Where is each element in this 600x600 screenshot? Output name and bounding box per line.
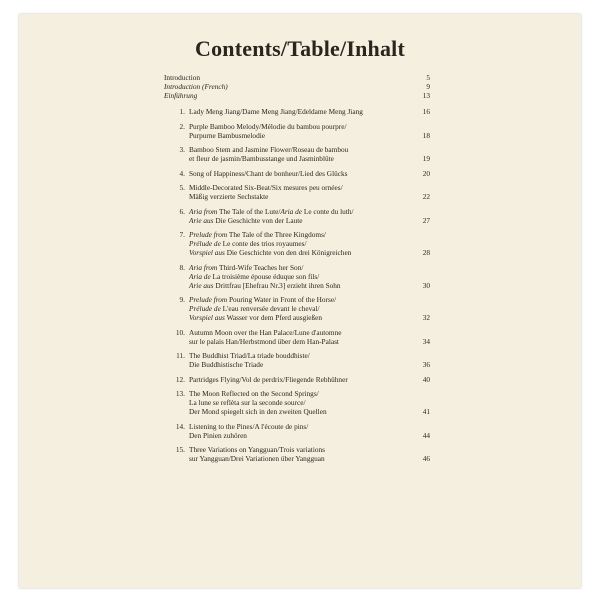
toc-entry (164, 263, 430, 290)
entry-line (189, 281, 412, 290)
entry-line (189, 337, 412, 346)
entry-line (189, 183, 412, 192)
title-text: Three Variations on Yangguan/Trois variations (189, 445, 325, 454)
toc-entry (164, 295, 430, 322)
entry-line (189, 351, 412, 360)
entry-title (189, 145, 430, 163)
intro-label: Introduction (164, 73, 201, 82)
entry-list (164, 107, 430, 463)
page-number: 40 (422, 374, 430, 384)
entry-line (189, 313, 412, 322)
toc-entry (164, 230, 430, 257)
entry-title (189, 328, 430, 346)
entry-line (189, 407, 412, 416)
entry-line (189, 169, 412, 178)
entry-title (189, 183, 430, 201)
source-label: Vorspiel aus (189, 313, 225, 322)
toc-entry (164, 207, 430, 225)
entry-number: 8. (179, 262, 185, 272)
entry-line (189, 192, 412, 201)
title-text: La lune se reflèta sur la seconde source/ (189, 398, 306, 407)
entry-line (189, 145, 412, 154)
entry-title (189, 445, 430, 463)
toc-entry (164, 328, 430, 346)
entry-line (189, 263, 412, 272)
toc-entry (164, 169, 430, 178)
title-text: Der Mond spiegelt sich in den zweiten Quellen (189, 407, 327, 416)
page-title: Contents/Table/Inhalt (195, 36, 405, 61)
title-text: sur le palais Han/Herbstmond über dem Han-Palast (189, 336, 339, 346)
entry-line (189, 272, 412, 281)
entry-number: 6. (179, 206, 185, 216)
title-text: Die Geschichte von den drei Königreichen (224, 248, 352, 257)
page-number: 34 (422, 336, 430, 346)
table-of-contents (164, 73, 430, 469)
title-text: Den Pinien zuhören (189, 430, 247, 440)
entry-line (189, 207, 412, 216)
page-number: 19 (422, 154, 430, 163)
toc-entry (164, 351, 430, 369)
title-text: The Buddhist Triad/La triade bouddhiste/ (189, 351, 310, 360)
entry-number: 2. (179, 121, 185, 131)
source-label: Aria de (280, 206, 303, 216)
source-label: Aria from (189, 206, 218, 216)
entry-line (189, 389, 412, 398)
page-number: 16 (422, 107, 430, 116)
title-text: The Tale of the Three Kingdoms/ (227, 230, 326, 239)
entry-title (189, 169, 430, 178)
entry-line (189, 154, 412, 163)
entry-number: 7. (179, 230, 185, 239)
title-text: Le conte des trios royaumes/ (220, 239, 307, 248)
entry-title (189, 375, 430, 384)
source-label: Vorspiel aus (189, 248, 225, 257)
toc-entry (164, 183, 430, 201)
title-text: Wasser vor dem Pferd ausgießen (224, 313, 323, 322)
entry-line (189, 131, 412, 140)
toc-entry (164, 389, 430, 416)
toc-entry (164, 375, 430, 384)
entry-line (189, 107, 412, 116)
toc-entry (164, 107, 430, 116)
source-label: Prelude from (189, 295, 228, 304)
source-label: Aria de (189, 271, 211, 281)
entry-line (189, 122, 412, 131)
title-text: Pouring Water in Front of the Horse/ (227, 295, 337, 304)
title-text: Lady Meng Jiang/Dame Meng Jiang/Edeldame Meng Jiang (189, 107, 363, 116)
intro-row (164, 73, 430, 82)
entry-number: 1. (179, 107, 185, 116)
entry-title (189, 389, 430, 416)
source-label: Arie aus (189, 215, 214, 225)
entry-number: 15. (175, 445, 185, 454)
title-text: Partridges Flying/Vol de perdrix/Fliegende Rebhühner (189, 374, 348, 384)
entry-title (189, 263, 430, 290)
title-text: Die Geschichte von der Laute (213, 215, 303, 225)
entry-title (189, 422, 430, 440)
page-number: 27 (422, 215, 430, 225)
entry-number: 5. (179, 183, 185, 192)
source-label: Arie aus (189, 280, 214, 290)
entry-number: 14. (175, 421, 185, 431)
source-label: Aria from (189, 262, 218, 272)
source-label: Prélude de (189, 239, 221, 248)
toc-entry (164, 422, 430, 440)
title-text: Mäßig verzierte Sechstakte (189, 192, 269, 201)
title-text: La troisième épouse éduque son fils/ (210, 271, 320, 281)
entry-line (189, 295, 412, 304)
entry-number: 11. (176, 351, 185, 360)
toc-entry (164, 445, 430, 463)
entry-line (189, 230, 412, 239)
entry-line (189, 328, 412, 337)
entry-line (189, 454, 412, 463)
entry-title (189, 230, 430, 257)
entry-number: 4. (179, 168, 185, 178)
entry-number: 10. (175, 327, 185, 337)
intro-row (164, 82, 430, 91)
entry-number: 9. (179, 295, 185, 304)
page-number: 36 (422, 360, 430, 369)
entry-number: 3. (179, 145, 185, 154)
entry-title (189, 207, 430, 225)
entry-line (189, 431, 412, 440)
page-number: 9 (426, 82, 430, 91)
title-text: Purpurne Bambusmelodie (189, 130, 265, 140)
page-number: 18 (422, 130, 430, 140)
entry-line (189, 360, 412, 369)
entry-line (189, 422, 412, 431)
toc-entry (164, 122, 430, 140)
entry-number: 12. (175, 374, 185, 384)
page-number: 5 (426, 73, 430, 82)
title-text: Drittfrau [Ehefrau Nr.3] erzieht ihren Sohn (213, 280, 341, 290)
title-text: Third-Wife Teaches her Son/ (217, 262, 304, 272)
page-number: 20 (422, 168, 430, 178)
page-number: 22 (422, 192, 430, 201)
page-number: 41 (422, 407, 430, 416)
page-number: 46 (422, 454, 430, 463)
intro-label: Introduction (French) (164, 82, 228, 91)
title-text: The Moon Reflected on the Second Springs/ (189, 389, 319, 398)
title-text: Purple Bamboo Melody/Mélodie du bambou pourpre/ (189, 121, 347, 131)
title-text: The Tale of the Lute/ (217, 206, 281, 216)
entry-line (189, 239, 412, 248)
book-page (19, 14, 581, 588)
entry-line (189, 398, 412, 407)
title-text: Die Buddhistische Triade (189, 360, 264, 369)
entry-line (189, 375, 412, 384)
source-label: Prélude de (189, 304, 221, 313)
source-label: Prelude from (189, 230, 228, 239)
entry-title (189, 122, 430, 140)
entry-number: 13. (175, 389, 185, 398)
page-number: 32 (422, 313, 430, 322)
page-number: 28 (422, 248, 430, 257)
intro-label: Einführung (164, 91, 198, 100)
page-number: 13 (422, 91, 430, 100)
entry-line (189, 304, 412, 313)
intro-row (164, 91, 430, 100)
intro-list (164, 73, 430, 100)
entry-line (189, 216, 412, 225)
title-text: Listening to the Pines/A l'écoute de pins/ (189, 421, 309, 431)
title-text: Autumn Moon over the Han Palace/Lune d'automne (189, 327, 342, 337)
title-text: Bamboo Stem and Jasmine Flower/Roseau de bambou (189, 145, 349, 154)
entry-line (189, 248, 412, 257)
entry-title (189, 107, 430, 116)
entry-title (189, 295, 430, 322)
title-text: et fleur de jasmin/Bambusstange und Jasminblüte (189, 154, 334, 163)
title-text: Le conte du luth/ (302, 206, 354, 216)
title-text: Song of Happiness/Chant de bonheur/Lied des Glücks (189, 168, 348, 178)
entry-title (189, 351, 430, 369)
entry-line (189, 445, 412, 454)
title-text: L'eau renversée devant le cheval/ (220, 304, 320, 313)
page-number: 44 (422, 430, 430, 440)
title-text: sur Yangguan/Drei Variationen über Yangguan (189, 454, 325, 463)
toc-entry (164, 145, 430, 163)
page-number: 30 (422, 280, 430, 290)
title-text: Middle-Decorated Six-Beat/Six mesures peu ornées/ (189, 183, 343, 192)
